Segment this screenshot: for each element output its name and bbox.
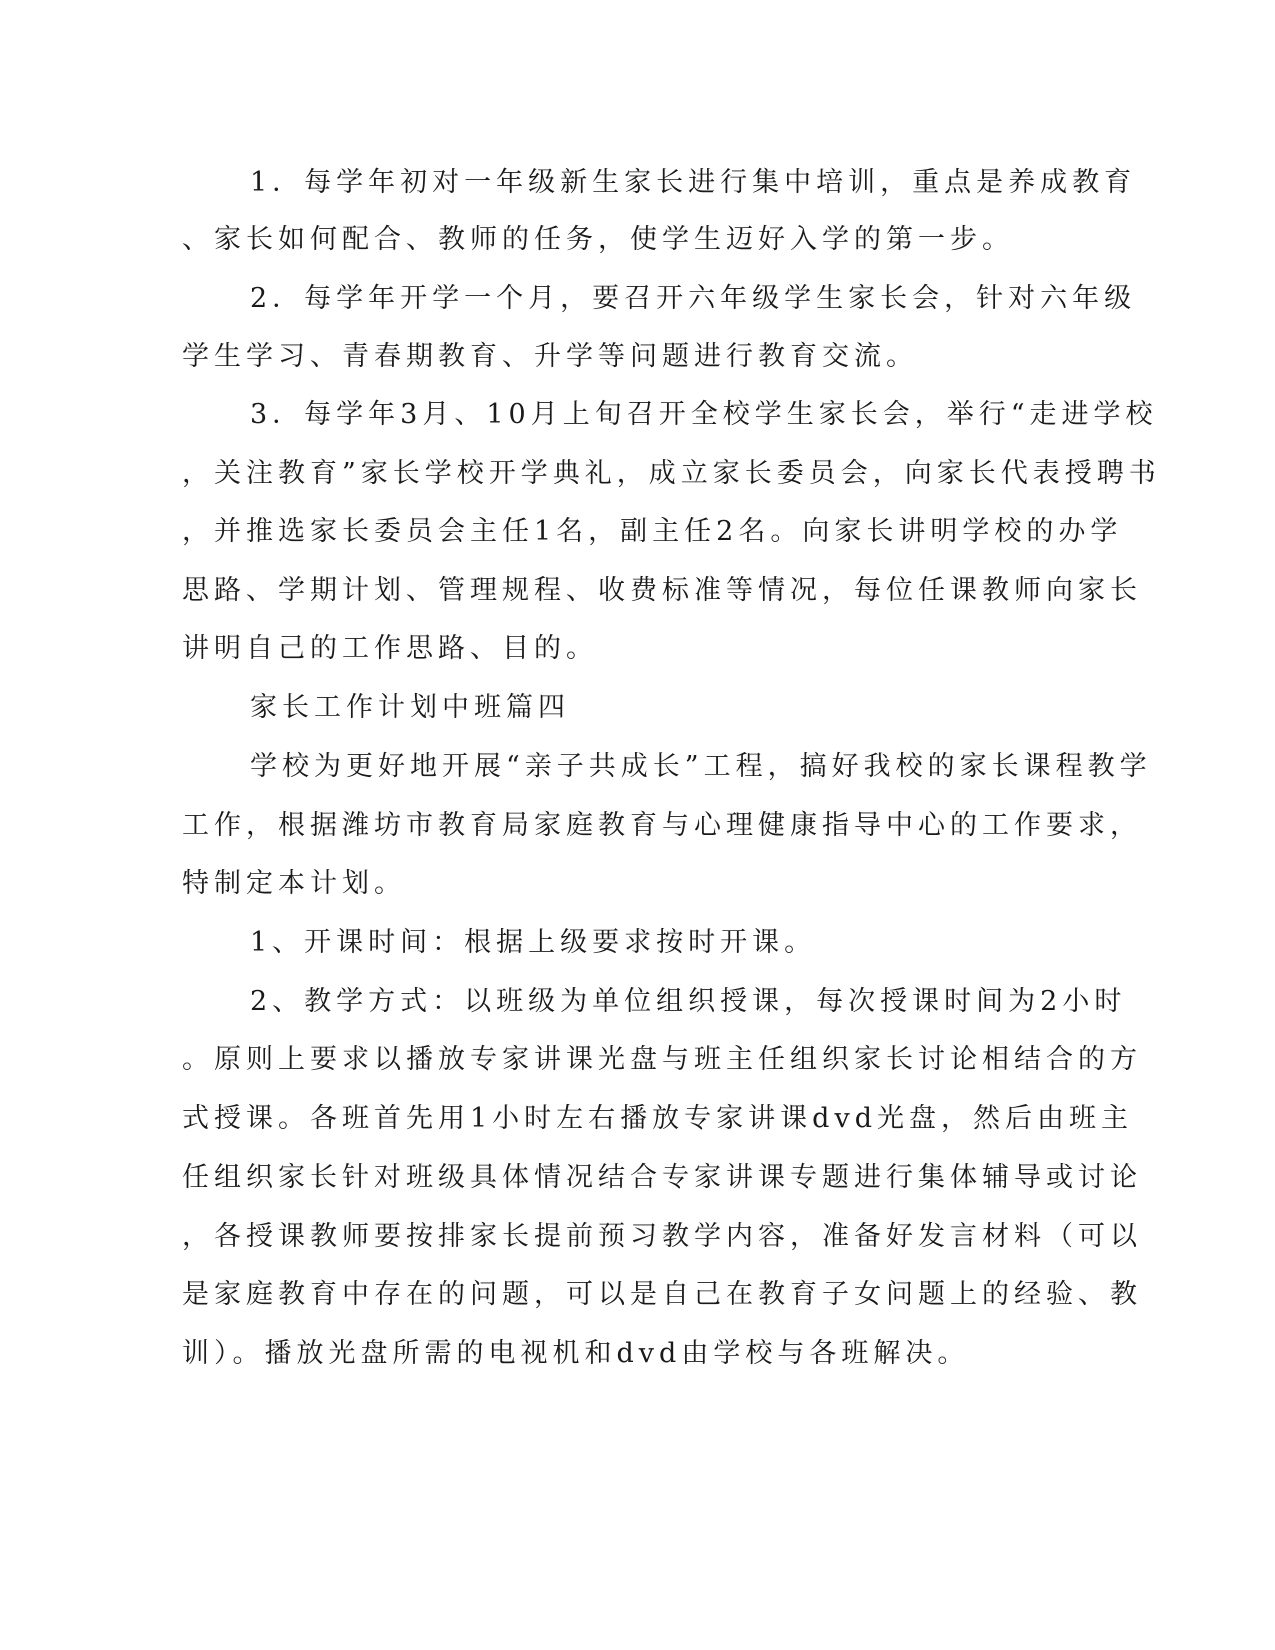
section-heading: 家长工作计划中班篇四 <box>250 692 570 723</box>
paragraph-4-line-1: 学校为更好地开展“亲子共成长”工程，搞好我校的家长课程教学 <box>250 751 1152 782</box>
paragraph-4-line-2: 工作，根据潍坊市教育局家庭教育与心理健康指导中心的工作要求， <box>182 810 1142 841</box>
paragraph-6-line-4: 任组织家长针对班级具体情况结合专家讲课专题进行集体辅导或讨论 <box>182 1162 1142 1193</box>
paragraph-5-line-1: 1、开课时间：根据上级要求按时开课。 <box>250 927 817 958</box>
paragraph-3-line-1: 3．每学年3月、10月上旬召开全校学生家长会，举行“走进学校 <box>250 399 1158 430</box>
paragraph-3-line-4: 思路、学期计划、管理规程、收费标准等情况，每位任课教师向家长 <box>182 575 1142 606</box>
paragraph-4-line-3: 特制定本计划。 <box>182 868 406 899</box>
paragraph-1-line-2: 、家长如何配合、教师的任务，使学生迈好入学的第一步。 <box>182 224 1014 255</box>
paragraph-1-line-1: 1．每学年初对一年级新生家长进行集中培训，重点是养成教育 <box>250 167 1137 198</box>
paragraph-6-line-6: 是家庭教育中存在的问题，可以是自己在教育子女问题上的经验、教 <box>182 1279 1142 1310</box>
paragraph-6-line-5: ，各授课教师要按排家长提前预习教学内容，准备好发言材料（可以 <box>182 1221 1142 1252</box>
paragraph-3-line-3: ，并推选家长委员会主任1名，副主任2名。向家长讲明学校的办学 <box>182 516 1123 547</box>
paragraph-3-line-2: ，关注教育”家长学校开学典礼，成立家长委员会，向家长代表授聘书 <box>182 458 1161 489</box>
paragraph-6-line-3: 式授课。各班首先用1小时左右播放专家讲课dvd光盘，然后由班主 <box>182 1103 1133 1134</box>
paragraph-6-line-2: 。原则上要求以播放专家讲课光盘与班主任组织家长讨论相结合的方 <box>182 1044 1142 1075</box>
paragraph-6-line-7: 训）。播放光盘所需的电视机和dvd由学校与各班解决。 <box>182 1338 970 1369</box>
paragraph-3-line-5: 讲明自己的工作思路、目的。 <box>182 633 598 664</box>
paragraph-2-line-2: 学生学习、青春期教育、升学等问题进行教育交流。 <box>182 341 918 372</box>
paragraph-2-line-1: 2．每学年开学一个月，要召开六年级学生家长会，针对六年级 <box>250 283 1137 314</box>
paragraph-6-line-1: 2、教学方式：以班级为单位组织授课，每次授课时间为2小时 <box>250 986 1127 1017</box>
